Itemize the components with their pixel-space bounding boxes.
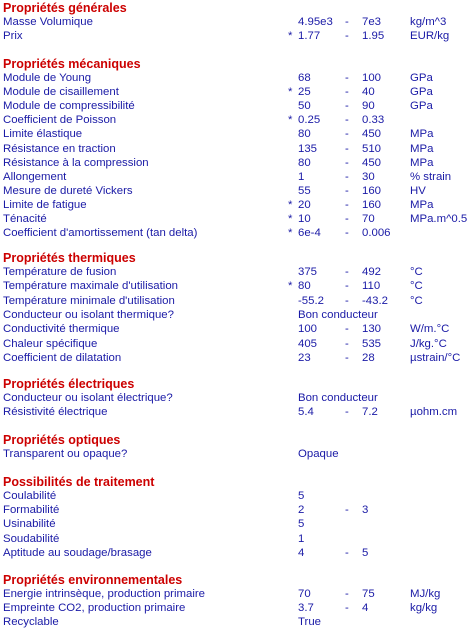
property-unit: GPa <box>410 72 433 84</box>
range-separator: - <box>345 30 349 42</box>
property-label: Module de cisaillement <box>3 86 119 99</box>
property-unit: µohm.cm <box>410 406 458 418</box>
estimate-marker: * <box>288 30 293 42</box>
property-row <box>0 587 476 601</box>
range-separator: - <box>345 156 349 169</box>
range-separator: - <box>345 294 349 307</box>
property-max-value: 100 <box>362 72 382 84</box>
property-unit: MPa <box>410 142 434 155</box>
property-min-value: 50 <box>298 100 311 113</box>
property-max-value: 110 <box>362 280 381 293</box>
property-label: Chaleur spécifique <box>3 337 98 350</box>
property-label: Soudabilité <box>3 532 60 545</box>
property-label: Ténacité <box>3 213 47 225</box>
range-separator: - <box>345 546 349 559</box>
property-max-value: 40 <box>362 86 375 99</box>
property-unit: EUR/kg <box>410 30 450 42</box>
property-max-value: 492 <box>362 266 382 278</box>
range-separator: - <box>345 114 349 127</box>
property-max-value: 160 <box>362 198 382 211</box>
property-label: Energie intrinsèque, production primaire <box>3 588 205 600</box>
range-separator: - <box>345 86 349 99</box>
section-title-proprietes-mecaniques: Propriétés mécaniques <box>3 57 141 71</box>
property-max-value: 75 <box>362 588 375 600</box>
section-title-proprietes-electriques: Propriétés électriques <box>3 377 135 391</box>
property-row <box>0 127 476 141</box>
property-row <box>0 29 476 43</box>
property-row <box>0 489 476 503</box>
property-max-value: 4 <box>362 602 369 614</box>
property-row <box>0 351 476 365</box>
property-min-value: 4.95e3 <box>298 16 333 28</box>
property-row <box>0 517 476 531</box>
property-max-value: 450 <box>362 128 382 141</box>
section-title-proprietes-environnementales: Propriétés environnementales <box>3 573 183 587</box>
property-row <box>0 532 476 546</box>
property-row <box>0 337 476 351</box>
estimate-marker: * <box>288 213 293 225</box>
property-min-value: 5 <box>298 518 305 531</box>
property-row <box>0 308 476 322</box>
property-unit: kg/kg <box>410 602 438 614</box>
range-separator: - <box>345 170 349 183</box>
property-max-value: 510 <box>362 142 382 155</box>
property-max-value: 70 <box>362 213 375 225</box>
property-max-value: 28 <box>362 351 375 364</box>
property-max-value: 5 <box>362 546 369 559</box>
property-label: Coefficient d'amortissement (tan delta) <box>3 227 198 240</box>
property-unit: HV <box>410 184 426 197</box>
property-max-value: 160 <box>362 184 382 197</box>
property-row <box>0 265 476 279</box>
property-unit: J/kg.°C <box>410 337 447 350</box>
property-label: Résistivité électrique <box>3 406 108 418</box>
property-label: Limite de fatigue <box>3 198 87 211</box>
range-separator: - <box>345 602 349 614</box>
property-unit: kg/m^3 <box>410 16 447 28</box>
property-label: Coefficient de dilatation <box>3 351 122 364</box>
range-separator: - <box>345 588 349 600</box>
property-min-value: 20 <box>298 198 311 211</box>
property-max-value: 30 <box>362 170 375 183</box>
property-min-value: 80 <box>298 156 311 169</box>
estimate-marker: * <box>288 280 293 293</box>
property-row <box>0 294 476 308</box>
property-row <box>0 170 476 184</box>
property-text-value: True <box>298 616 321 628</box>
property-min-value: 0.25 <box>298 114 321 127</box>
property-row <box>0 322 476 336</box>
property-min-value: 70 <box>298 588 311 600</box>
property-unit: MPa <box>410 198 434 211</box>
property-unit: °C <box>410 280 423 293</box>
property-text-value: Bon conducteur <box>298 308 378 321</box>
range-separator: - <box>345 100 349 113</box>
property-unit: W/m.°C <box>410 323 450 336</box>
property-label: Transparent ou opaque? <box>3 448 128 460</box>
property-unit: MPa.m^0.5 <box>410 213 468 225</box>
property-min-value: 375 <box>298 266 318 278</box>
property-max-value: 450 <box>362 156 382 169</box>
property-unit: MPa <box>410 156 434 169</box>
property-min-value: 55 <box>298 184 311 197</box>
property-unit: % strain <box>410 170 452 183</box>
property-unit: MPa <box>410 128 434 141</box>
property-unit: GPa <box>410 86 433 99</box>
property-row <box>0 447 476 461</box>
property-max-value: 0.006 <box>362 227 391 240</box>
property-min-value: -55.2 <box>298 294 324 307</box>
property-min-value: 25 <box>298 86 311 99</box>
range-separator: - <box>345 266 349 278</box>
range-separator: - <box>345 337 349 350</box>
range-separator: - <box>345 198 349 211</box>
property-row <box>0 71 476 85</box>
property-label: Aptitude au soudage/brasage <box>3 546 152 559</box>
property-row <box>0 546 476 560</box>
property-row <box>0 184 476 198</box>
property-label: Formabilité <box>3 504 60 517</box>
property-min-value: 2 <box>298 504 305 517</box>
property-label: Mesure de dureté Vickers <box>3 184 133 197</box>
estimate-marker: * <box>288 227 293 240</box>
property-max-value: 130 <box>362 323 382 336</box>
property-label: Résistance en traction <box>3 142 116 155</box>
property-unit: µstrain/°C <box>410 351 461 364</box>
property-row <box>0 212 476 226</box>
property-max-value: 7.2 <box>362 406 378 418</box>
property-label: Module de Young <box>3 72 92 84</box>
property-label: Usinabilité <box>3 518 56 531</box>
property-row <box>0 142 476 156</box>
property-min-value: 5.4 <box>298 406 314 418</box>
property-min-value: 80 <box>298 280 311 293</box>
section-title-proprietes-thermiques: Propriétés thermiques <box>3 251 136 265</box>
property-max-value: 7e3 <box>362 16 382 28</box>
property-max-value: 0.33 <box>362 114 385 127</box>
property-label: Résistance à la compression <box>3 156 149 169</box>
property-row <box>0 601 476 615</box>
property-text-value: Bon conducteur <box>298 392 378 404</box>
property-label: Module de compressibilité <box>3 100 135 113</box>
property-row <box>0 279 476 293</box>
property-max-value: 1.95 <box>362 30 385 42</box>
range-separator: - <box>345 351 349 364</box>
property-label: Allongement <box>3 170 67 183</box>
property-min-value: 68 <box>298 72 311 84</box>
property-min-value: 135 <box>298 142 318 155</box>
property-row <box>0 113 476 127</box>
property-label: Empreinte CO2, production primaire <box>3 602 186 614</box>
property-min-value: 3.7 <box>298 602 314 614</box>
property-label: Limite élastique <box>3 128 83 141</box>
section-title-possibilites-de-traitement: Possibilités de traitement <box>3 475 155 489</box>
property-label: Recyclable <box>3 616 59 628</box>
range-separator: - <box>345 504 349 517</box>
property-label: Conducteur ou isolant thermique? <box>3 308 174 321</box>
section-title-proprietes-generales: Propriétés générales <box>3 1 127 15</box>
property-row <box>0 198 476 212</box>
property-min-value: 5 <box>298 490 305 502</box>
range-separator: - <box>345 142 349 155</box>
property-label: Température maximale d'utilisation <box>3 280 179 293</box>
property-unit: MJ/kg <box>410 588 441 600</box>
range-separator: - <box>345 280 349 293</box>
property-min-value: 4 <box>298 546 305 559</box>
property-text-value: Opaque <box>298 448 339 460</box>
property-min-value: 10 <box>298 213 311 225</box>
property-min-value: 80 <box>298 128 311 141</box>
property-row <box>0 99 476 113</box>
property-row <box>0 15 476 29</box>
property-min-value: 100 <box>298 323 318 336</box>
property-row <box>0 156 476 170</box>
property-label: Température de fusion <box>3 266 117 278</box>
property-min-value: 1 <box>298 170 305 183</box>
property-min-value: 1.77 <box>298 30 321 42</box>
estimate-marker: * <box>288 198 293 211</box>
range-separator: - <box>345 184 349 197</box>
property-row <box>0 503 476 517</box>
property-row <box>0 85 476 99</box>
property-row <box>0 391 476 405</box>
section-title-proprietes-optiques: Propriétés optiques <box>3 433 121 447</box>
property-row <box>0 226 476 240</box>
property-max-value: -43.2 <box>362 294 388 307</box>
range-separator: - <box>345 128 349 141</box>
property-max-value: 90 <box>362 100 375 113</box>
property-max-value: 3 <box>362 504 369 517</box>
property-label: Température minimale d'utilisation <box>3 294 175 307</box>
property-min-value: 1 <box>298 532 305 545</box>
property-max-value: 535 <box>362 337 382 350</box>
range-separator: - <box>345 213 349 225</box>
estimate-marker: * <box>288 86 293 99</box>
property-row <box>0 615 476 629</box>
property-label: Prix <box>3 30 23 42</box>
range-separator: - <box>345 72 349 84</box>
property-min-value: 6e-4 <box>298 227 321 240</box>
property-min-value: 23 <box>298 351 311 364</box>
property-label: Conducteur ou isolant électrique? <box>3 392 173 404</box>
range-separator: - <box>345 227 349 240</box>
range-separator: - <box>345 406 349 418</box>
range-separator: - <box>345 16 349 28</box>
property-label: Coulabilité <box>3 490 57 502</box>
range-separator: - <box>345 323 349 336</box>
property-row <box>0 405 476 419</box>
estimate-marker: * <box>288 114 293 127</box>
property-label: Coefficient de Poisson <box>3 114 117 127</box>
property-label: Conductivité thermique <box>3 323 120 336</box>
property-unit: °C <box>410 294 423 307</box>
property-label: Masse Volumique <box>3 16 93 28</box>
property-unit: GPa <box>410 100 433 113</box>
property-unit: °C <box>410 266 423 278</box>
property-min-value: 405 <box>298 337 318 350</box>
